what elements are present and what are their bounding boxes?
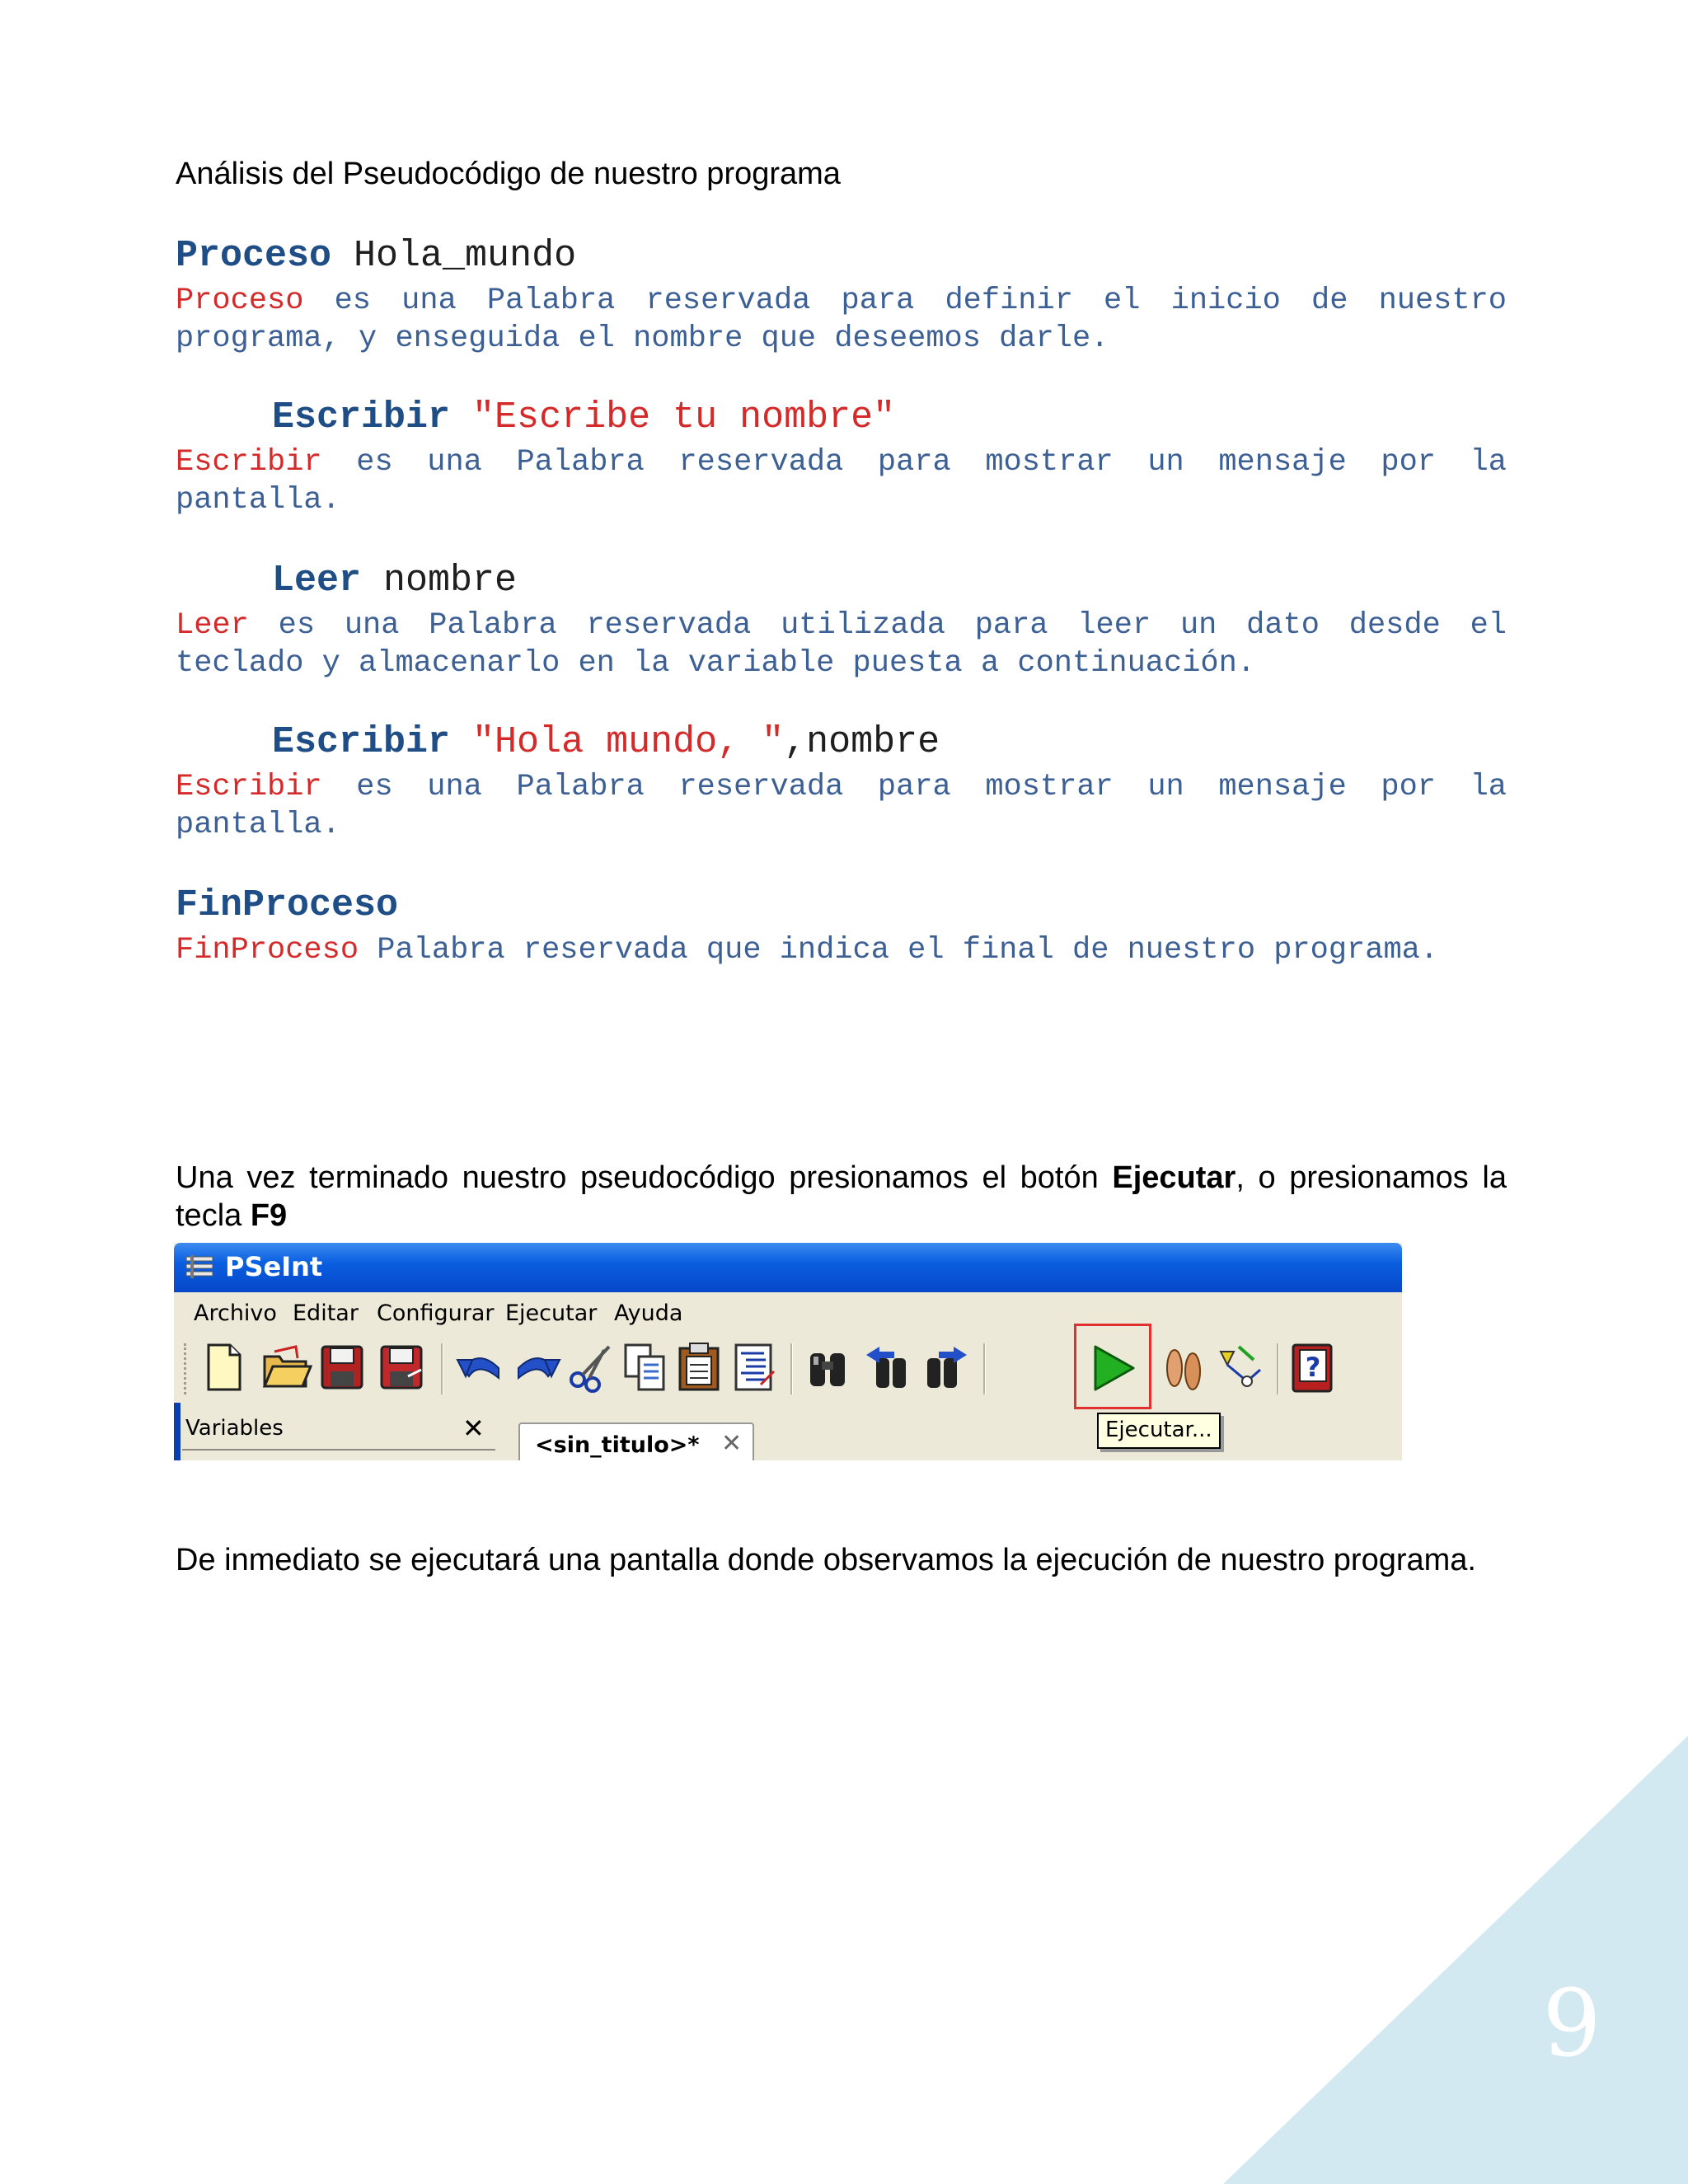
desc-text: es una Palabra reservada para mostrar un mensaje por la pantalla. bbox=[176, 445, 1507, 518]
code-keyword: Escribir bbox=[272, 721, 451, 763]
menu-archivo[interactable]: Archivo bbox=[194, 1301, 277, 1326]
panel-divider bbox=[182, 1449, 495, 1451]
code-line-leer bbox=[272, 559, 517, 603]
section-heading: Análisis del Pseudocódigo de nuestro programa bbox=[176, 157, 841, 191]
code-string: "Hola mundo, " bbox=[450, 721, 785, 763]
code-line-escribir-2 bbox=[272, 720, 940, 765]
desc-text: es una Palabra reservada para mostrar un mensaje por la pantalla. bbox=[176, 770, 1507, 842]
window-title: PSeInt bbox=[225, 1251, 323, 1282]
run-tooltip: Ejecutar... bbox=[1097, 1413, 1221, 1449]
desc-keyword: Escribir bbox=[176, 770, 322, 804]
help-icon[interactable] bbox=[1287, 1340, 1339, 1394]
desc-keyword: FinProceso bbox=[176, 933, 359, 968]
description-escribir-2 bbox=[176, 768, 1507, 844]
close-icon[interactable]: ✕ bbox=[721, 1429, 743, 1458]
paste-icon[interactable] bbox=[673, 1340, 726, 1394]
page-number: 9 bbox=[1542, 1971, 1601, 2078]
step-by-step-icon[interactable] bbox=[1156, 1340, 1209, 1394]
window-titlebar bbox=[174, 1243, 1402, 1292]
toolbar-separator bbox=[441, 1343, 443, 1394]
code-line-proceso bbox=[176, 234, 576, 279]
close-icon[interactable]: ✕ bbox=[462, 1413, 485, 1444]
menu-ejecutar[interactable]: Ejecutar bbox=[505, 1301, 598, 1326]
new-file-icon[interactable] bbox=[197, 1340, 250, 1394]
description-leer bbox=[176, 607, 1507, 682]
copy-icon[interactable] bbox=[619, 1340, 672, 1394]
desc-text: Palabra reservada que indica el final de nuestro programa. bbox=[359, 933, 1439, 968]
description-finproceso bbox=[176, 931, 1507, 969]
find-prev-icon[interactable] bbox=[861, 1340, 914, 1394]
toolbar bbox=[174, 1333, 1402, 1403]
menu-configurar[interactable]: Configurar bbox=[377, 1301, 495, 1326]
toolbar-separator bbox=[790, 1343, 793, 1394]
code-line-escribir-1 bbox=[272, 396, 895, 440]
pseint-app-icon bbox=[185, 1254, 213, 1279]
redo-icon[interactable] bbox=[510, 1340, 563, 1394]
menu-editar[interactable]: Editar bbox=[293, 1301, 359, 1326]
paragraph-text: , o presionamos la tecla bbox=[176, 1160, 1507, 1233]
desc-keyword: Leer bbox=[176, 608, 249, 643]
menu-bar bbox=[174, 1294, 1402, 1332]
code-keyword: FinProceso bbox=[176, 884, 399, 926]
result-paragraph: De inmediato se ejecutará una pantalla donde observamos la ejecución de nuestro programa. bbox=[176, 1543, 1476, 1577]
svg-text:?: ? bbox=[1305, 1352, 1321, 1383]
description-escribir-1 bbox=[176, 443, 1507, 519]
instruction-paragraph bbox=[176, 1159, 1507, 1235]
code-keyword: Proceso bbox=[176, 235, 332, 277]
code-string: "Escribe tu nombre" bbox=[450, 396, 896, 438]
find-next-icon[interactable] bbox=[919, 1340, 972, 1394]
toolbar-separator bbox=[1277, 1343, 1279, 1394]
toolbar-grip bbox=[184, 1343, 191, 1394]
desc-keyword: Proceso bbox=[176, 284, 304, 318]
toolbar-separator bbox=[983, 1343, 986, 1394]
undo-icon[interactable] bbox=[454, 1340, 507, 1394]
cut-icon[interactable] bbox=[565, 1340, 617, 1394]
code-keyword: Leer bbox=[272, 560, 362, 602]
code-rest: nombre bbox=[361, 560, 518, 602]
description-proceso bbox=[176, 282, 1507, 358]
code-line-finproceso bbox=[176, 883, 398, 928]
desc-keyword: Escribir bbox=[176, 445, 322, 480]
paragraph-text: Una vez terminado nuestro pseudocódigo presionamos el botón bbox=[176, 1160, 1113, 1195]
desc-text: es una Palabra reservada utilizada para leer un dato desde el teclado y almacenarlo en la variable puesta a continuación. bbox=[176, 608, 1507, 681]
indent-icon[interactable] bbox=[728, 1340, 781, 1394]
code-rest: ,nombre bbox=[784, 721, 940, 763]
variables-panel-label: Variables bbox=[185, 1416, 284, 1441]
find-icon[interactable] bbox=[802, 1340, 855, 1394]
save-as-icon[interactable] bbox=[375, 1340, 428, 1394]
menu-ayuda[interactable]: Ayuda bbox=[614, 1301, 683, 1326]
flowchart-icon[interactable] bbox=[1214, 1340, 1267, 1394]
run-button-highlight bbox=[1074, 1324, 1151, 1409]
code-keyword: Escribir bbox=[272, 396, 451, 438]
tab-sin-titulo[interactable] bbox=[518, 1422, 754, 1460]
code-rest: Hola_mundo bbox=[331, 235, 577, 277]
save-icon[interactable] bbox=[316, 1340, 368, 1394]
bold-ejecutar: Ejecutar bbox=[1112, 1160, 1236, 1195]
tab-label: <sin_titulo>* bbox=[535, 1432, 700, 1458]
desc-text: es una Palabra reservada para definir el inicio de nuestro programa, y enseguida el nombre que deseemos darle. bbox=[176, 284, 1507, 356]
open-folder-icon[interactable] bbox=[260, 1340, 312, 1394]
pseint-screenshot bbox=[174, 1243, 1402, 1460]
window-edge bbox=[174, 1403, 181, 1460]
bold-f9: F9 bbox=[250, 1198, 288, 1233]
